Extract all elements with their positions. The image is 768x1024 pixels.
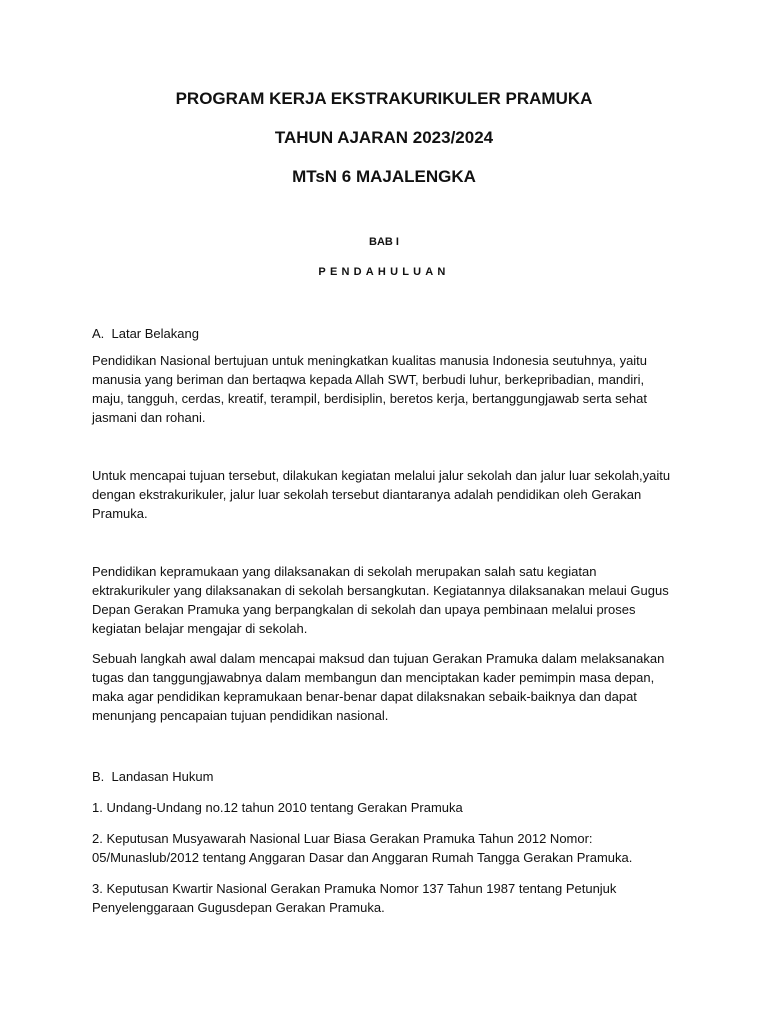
academic-year-title: TAHUN AJARAN 2023/2024 [274,128,494,147]
legal-basis-item: 3. Keputusan Kwartir Nasional Gerakan Pramuka Nomor 137 Tahun 1987 tentang Petunjuk Penyelenggaraan Gugusdepan Gerakan Pramuka. [92,881,617,915]
title-block [92,0,676,188]
paragraph: Pendidikan Nasional bertujuan untuk meningkatkan kualitas manusia Indonesia seutuhnya, yaitu manusia yang beriman dan bertaqwa kepada Allah SWT, berbudi luhur, berkepribadian, mandiri, maju, tangguh, cerdas, kreatif, terampil, berdisiplin, beretos kerja, bertanggungjawab serta sehat jasmani dan rohani. [92,353,648,425]
section-b-heading: B. Landasan Hukum [92,769,214,784]
paragraph: Untuk mencapai tujuan tersebut, dilakukan kegiatan melalui jalur sekolah dan jalur luar sekolah,yaitu dengan ekstrakurikuler, jalur luar sekolah tersebut diantaranya adalah pendidikan oleh Gerakan Pramuka. [92,468,671,521]
legal-basis-item: 1. Undang-Undang no.12 tahun 2010 tentang Gerakan Pramuka [92,800,463,815]
document-title: PROGRAM KERJA EKSTRAKURIKULER PRAMUKA [175,89,593,108]
paragraph: Pendidikan kepramukaan yang dilaksanakan di sekolah merupakan salah satu kegiatan ektrakurikuler yang dilaksanakan di sekolah bersangkutan. Kegiatannya dilaksanakan melaui Gugus Depan Gerakan Pramuka yang berpangkalan di sekolah dan upaya pembinaan melalui proses kegiatan belajar mengajar di sekolah. [92,564,669,636]
legal-basis-item: 2. Keputusan Musyawarah Nasional Luar Biasa Gerakan Pramuka Tahun 2012 Nomor: 05/Munaslub/2012 tentang Anggaran Dasar dan Anggaran Rumah Tangga Gerakan Pramuka. [92,831,633,865]
school-name-title: MTsN 6 MAJALENGKA [292,167,476,186]
chapter-label: BAB I [369,236,399,248]
chapter-title: PENDAHULUAN [318,266,450,278]
section-a-heading: A. Latar Belakang [92,326,199,341]
paragraph: Sebuah langkah awal dalam mencapai maksud dan tujuan Gerakan Pramuka dalam melaksanakan tugas dan tanggungjawabnya dalam membangun dan menciptakan kader pemimpin masa depan, maka agar pendidikan kepramukaan benar-benar dapat dilaksnakan sebaik-baiknya dan dapat menunjang pencapaian tujuan pendidikan nasional. [92,651,665,723]
